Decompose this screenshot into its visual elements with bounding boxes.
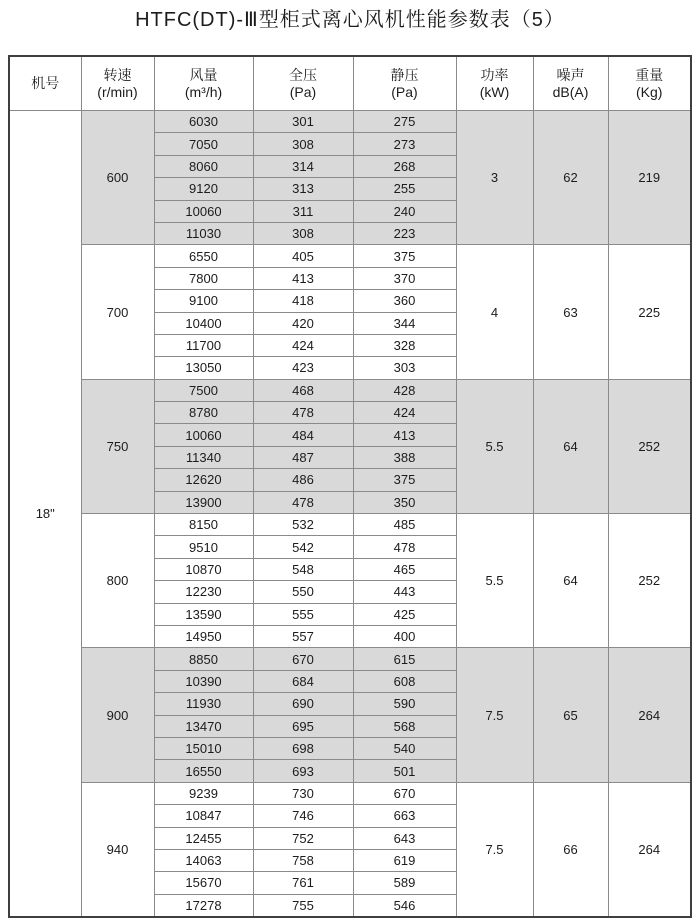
header-label: 功率 bbox=[480, 66, 509, 83]
airflow-cell: 13470 bbox=[154, 715, 253, 737]
total-pressure-cell: 548 bbox=[253, 558, 353, 580]
noise-cell: 65 bbox=[533, 648, 608, 782]
total-pressure-cell: 484 bbox=[253, 424, 353, 446]
static-pressure-cell: 360 bbox=[353, 290, 456, 312]
airflow-cell: 15010 bbox=[154, 737, 253, 759]
data-row bbox=[9, 245, 691, 267]
speed-cell: 750 bbox=[81, 379, 154, 513]
static-pressure-cell: 663 bbox=[353, 805, 456, 827]
static-pressure-cell: 428 bbox=[353, 379, 456, 401]
static-pressure-cell: 240 bbox=[353, 200, 456, 222]
power-cell: 7.5 bbox=[456, 782, 533, 917]
total-pressure-cell: 418 bbox=[253, 290, 353, 312]
total-pressure-cell: 413 bbox=[253, 267, 353, 289]
total-pressure-cell: 487 bbox=[253, 446, 353, 468]
weight-cell: 252 bbox=[608, 379, 691, 513]
total-pressure-cell: 478 bbox=[253, 491, 353, 513]
static-pressure-cell: 670 bbox=[353, 782, 456, 804]
airflow-cell: 9239 bbox=[154, 782, 253, 804]
total-pressure-cell: 478 bbox=[253, 402, 353, 424]
airflow-cell: 10400 bbox=[154, 312, 253, 334]
weight-cell: 264 bbox=[608, 648, 691, 782]
total-pressure-cell: 424 bbox=[253, 334, 353, 356]
static-pressure-cell: 643 bbox=[353, 827, 456, 849]
total-pressure-cell: 730 bbox=[253, 782, 353, 804]
total-pressure-cell: 423 bbox=[253, 357, 353, 379]
speed-cell: 900 bbox=[81, 648, 154, 782]
airflow-cell: 15670 bbox=[154, 872, 253, 894]
static-pressure-cell: 619 bbox=[353, 849, 456, 871]
static-pressure-cell: 350 bbox=[353, 491, 456, 513]
total-pressure-cell: 308 bbox=[253, 133, 353, 155]
airflow-cell: 6550 bbox=[154, 245, 253, 267]
speed-cell: 700 bbox=[81, 245, 154, 379]
airflow-cell: 12620 bbox=[154, 469, 253, 491]
total-pressure-cell: 311 bbox=[253, 200, 353, 222]
header-unit: (Pa) bbox=[289, 83, 317, 100]
static-pressure-cell: 546 bbox=[353, 894, 456, 917]
column-header-machine-no bbox=[9, 56, 81, 111]
airflow-cell: 10847 bbox=[154, 805, 253, 827]
airflow-cell: 9100 bbox=[154, 290, 253, 312]
power-cell: 7.5 bbox=[456, 648, 533, 782]
speed-cell: 800 bbox=[81, 514, 154, 648]
total-pressure-cell: 420 bbox=[253, 312, 353, 334]
airflow-cell: 10390 bbox=[154, 670, 253, 692]
column-header-airflow bbox=[154, 56, 253, 111]
airflow-cell: 10060 bbox=[154, 424, 253, 446]
power-cell: 4 bbox=[456, 245, 533, 379]
total-pressure-cell: 752 bbox=[253, 827, 353, 849]
data-row bbox=[9, 648, 691, 670]
header-unit: (Pa) bbox=[391, 83, 418, 100]
header-unit: (r/min) bbox=[97, 83, 138, 100]
airflow-cell: 14063 bbox=[154, 849, 253, 871]
total-pressure-cell: 690 bbox=[253, 693, 353, 715]
header-label: 静压 bbox=[390, 66, 419, 83]
column-header-static-pressure bbox=[353, 56, 456, 111]
airflow-cell: 16550 bbox=[154, 760, 253, 782]
total-pressure-cell: 555 bbox=[253, 603, 353, 625]
header-label: 全压 bbox=[289, 66, 317, 83]
static-pressure-cell: 568 bbox=[353, 715, 456, 737]
static-pressure-cell: 589 bbox=[353, 872, 456, 894]
total-pressure-cell: 301 bbox=[253, 111, 353, 133]
header-unit: (m³/h) bbox=[184, 83, 223, 100]
fan-spec-table bbox=[8, 55, 692, 918]
total-pressure-cell: 670 bbox=[253, 648, 353, 670]
static-pressure-cell: 375 bbox=[353, 245, 456, 267]
static-pressure-cell: 615 bbox=[353, 648, 456, 670]
airflow-cell: 10060 bbox=[154, 200, 253, 222]
speed-cell: 940 bbox=[81, 782, 154, 917]
data-row bbox=[9, 379, 691, 401]
static-pressure-cell: 425 bbox=[353, 603, 456, 625]
header-row bbox=[9, 56, 691, 111]
airflow-cell: 11030 bbox=[154, 222, 253, 244]
column-header-speed bbox=[81, 56, 154, 111]
airflow-cell: 11700 bbox=[154, 334, 253, 356]
page bbox=[0, 6, 700, 924]
weight-cell: 225 bbox=[608, 245, 691, 379]
total-pressure-cell: 557 bbox=[253, 625, 353, 647]
total-pressure-cell: 693 bbox=[253, 760, 353, 782]
table-body bbox=[9, 111, 691, 918]
power-cell: 5.5 bbox=[456, 514, 533, 648]
airflow-cell: 7050 bbox=[154, 133, 253, 155]
airflow-cell: 13590 bbox=[154, 603, 253, 625]
static-pressure-cell: 540 bbox=[353, 737, 456, 759]
header-label: 机号 bbox=[31, 75, 60, 91]
header-unit: dB(A) bbox=[552, 83, 589, 100]
static-pressure-cell: 400 bbox=[353, 625, 456, 647]
static-pressure-cell: 328 bbox=[353, 334, 456, 356]
airflow-cell: 7500 bbox=[154, 379, 253, 401]
airflow-cell: 6030 bbox=[154, 111, 253, 133]
table-header bbox=[9, 56, 691, 111]
header-label: 重量 bbox=[635, 66, 664, 83]
static-pressure-cell: 268 bbox=[353, 155, 456, 177]
header-label: 噪声 bbox=[556, 66, 585, 83]
noise-cell: 64 bbox=[533, 379, 608, 513]
total-pressure-cell: 468 bbox=[253, 379, 353, 401]
total-pressure-cell: 761 bbox=[253, 872, 353, 894]
static-pressure-cell: 608 bbox=[353, 670, 456, 692]
airflow-cell: 8850 bbox=[154, 648, 253, 670]
column-header-noise bbox=[533, 56, 608, 111]
header-label: 风量 bbox=[189, 66, 218, 83]
airflow-cell: 11340 bbox=[154, 446, 253, 468]
static-pressure-cell: 443 bbox=[353, 581, 456, 603]
airflow-cell: 8780 bbox=[154, 402, 253, 424]
airflow-cell: 8060 bbox=[154, 155, 253, 177]
airflow-cell: 12455 bbox=[154, 827, 253, 849]
total-pressure-cell: 698 bbox=[253, 737, 353, 759]
column-header-power bbox=[456, 56, 533, 111]
power-cell: 5.5 bbox=[456, 379, 533, 513]
total-pressure-cell: 308 bbox=[253, 222, 353, 244]
noise-cell: 62 bbox=[533, 111, 608, 245]
noise-cell: 66 bbox=[533, 782, 608, 917]
airflow-cell: 13050 bbox=[154, 357, 253, 379]
weight-cell: 264 bbox=[608, 782, 691, 917]
airflow-cell: 10870 bbox=[154, 558, 253, 580]
airflow-cell: 14950 bbox=[154, 625, 253, 647]
static-pressure-cell: 485 bbox=[353, 514, 456, 536]
airflow-cell: 8150 bbox=[154, 514, 253, 536]
header-unit: (kW) bbox=[479, 83, 510, 100]
total-pressure-cell: 542 bbox=[253, 536, 353, 558]
page-title: HTFC(DT)-Ⅲ型柜式离心风机性能参数表（5） bbox=[135, 9, 565, 31]
airflow-cell: 9120 bbox=[154, 178, 253, 200]
total-pressure-cell: 550 bbox=[253, 581, 353, 603]
static-pressure-cell: 501 bbox=[353, 760, 456, 782]
total-pressure-cell: 755 bbox=[253, 894, 353, 917]
data-row bbox=[9, 514, 691, 536]
machine-no-cell: 18" bbox=[9, 111, 81, 918]
data-row bbox=[9, 782, 691, 804]
total-pressure-cell: 758 bbox=[253, 849, 353, 871]
airflow-cell: 11930 bbox=[154, 693, 253, 715]
total-pressure-cell: 532 bbox=[253, 514, 353, 536]
total-pressure-cell: 486 bbox=[253, 469, 353, 491]
airflow-cell: 12230 bbox=[154, 581, 253, 603]
static-pressure-cell: 590 bbox=[353, 693, 456, 715]
airflow-cell: 7800 bbox=[154, 267, 253, 289]
column-header-total-pressure bbox=[253, 56, 353, 111]
static-pressure-cell: 275 bbox=[353, 111, 456, 133]
total-pressure-cell: 695 bbox=[253, 715, 353, 737]
static-pressure-cell: 375 bbox=[353, 469, 456, 491]
total-pressure-cell: 684 bbox=[253, 670, 353, 692]
static-pressure-cell: 388 bbox=[353, 446, 456, 468]
static-pressure-cell: 273 bbox=[353, 133, 456, 155]
power-cell: 3 bbox=[456, 111, 533, 245]
total-pressure-cell: 746 bbox=[253, 805, 353, 827]
weight-cell: 252 bbox=[608, 514, 691, 648]
static-pressure-cell: 223 bbox=[353, 222, 456, 244]
data-row bbox=[9, 111, 691, 133]
airflow-cell: 9510 bbox=[154, 536, 253, 558]
static-pressure-cell: 465 bbox=[353, 558, 456, 580]
header-label: 转速 bbox=[103, 66, 132, 83]
static-pressure-cell: 424 bbox=[353, 402, 456, 424]
static-pressure-cell: 344 bbox=[353, 312, 456, 334]
airflow-cell: 13900 bbox=[154, 491, 253, 513]
static-pressure-cell: 413 bbox=[353, 424, 456, 446]
static-pressure-cell: 478 bbox=[353, 536, 456, 558]
header-unit: (Kg) bbox=[636, 83, 663, 100]
static-pressure-cell: 255 bbox=[353, 178, 456, 200]
weight-cell: 219 bbox=[608, 111, 691, 245]
static-pressure-cell: 370 bbox=[353, 267, 456, 289]
noise-cell: 63 bbox=[533, 245, 608, 379]
speed-cell: 600 bbox=[81, 111, 154, 245]
static-pressure-cell: 303 bbox=[353, 357, 456, 379]
total-pressure-cell: 405 bbox=[253, 245, 353, 267]
total-pressure-cell: 314 bbox=[253, 155, 353, 177]
total-pressure-cell: 313 bbox=[253, 178, 353, 200]
column-header-weight bbox=[608, 56, 691, 111]
airflow-cell: 17278 bbox=[154, 894, 253, 917]
noise-cell: 64 bbox=[533, 514, 608, 648]
